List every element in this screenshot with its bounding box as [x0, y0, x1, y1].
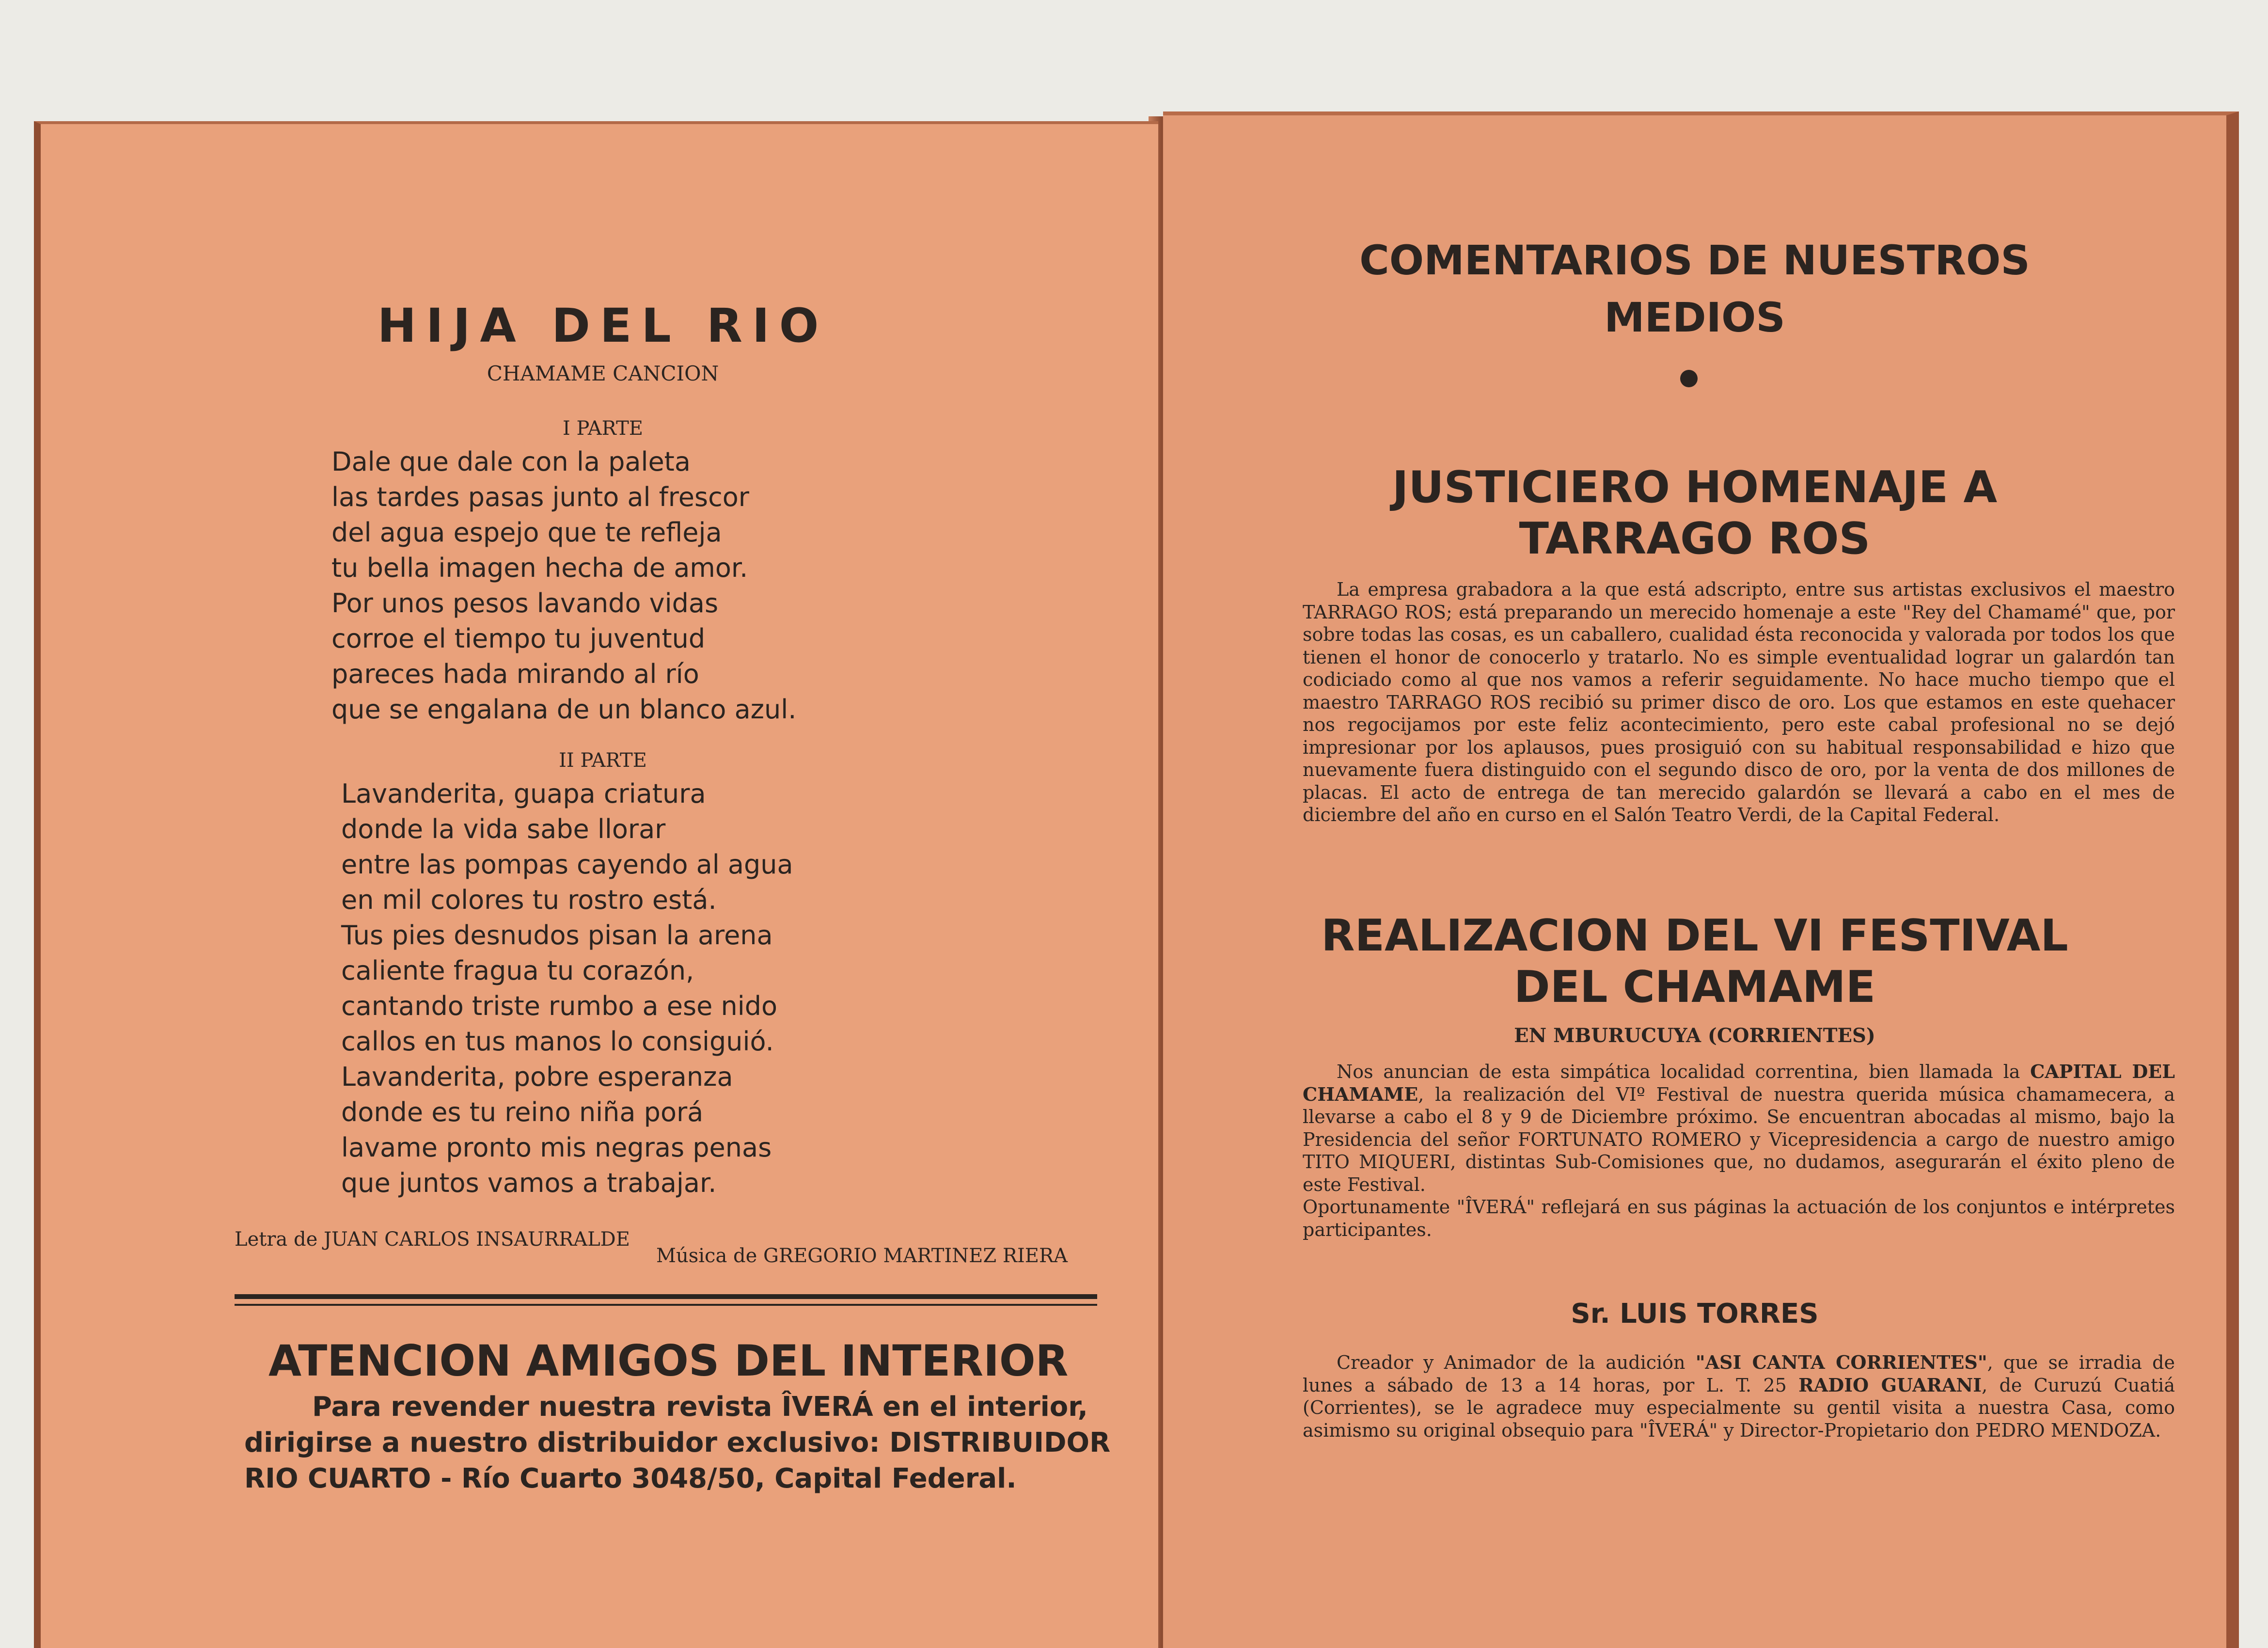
article2-body-text: Nos anuncian de esta simpática localidad correntina, bien llamada la [1337, 1061, 2031, 1082]
article3-body-bold: RADIO GUARANI [1798, 1374, 1982, 1396]
article2-heading [1163, 910, 2226, 1013]
verse-line: tu bella imagen hecha de amor. [331, 553, 748, 583]
article2-body-text: Oportunamente "ÎVERÁ" reflejará en sus páginas la actuación de los conjuntos e intérpretes participantes. [1303, 1196, 2175, 1240]
article-heading-line: JUSTICIERO HOMENAJE A [1392, 462, 1998, 513]
verse-line: Dale que dale con la paleta [331, 446, 691, 477]
verse-line: Lavanderita, guapa criatura [341, 778, 706, 809]
notice-title: ATENCION AMIGOS DEL INTERIOR [268, 1336, 1069, 1386]
bullet-dot [1680, 370, 1698, 387]
verse-line: las tardes pasas junto al frescor [331, 482, 749, 512]
article3-body [1303, 1351, 2175, 1442]
verse-line: Tus pies desnudos pisan la arena [341, 920, 773, 951]
part2-heading: II PARTE [559, 749, 647, 772]
article2-body-text: , la realización del VIº Festival de nuestra querida música chamamecera, a llevarse a cabo el 8 y 9 de Diciembre próximo. Se encuentran abocadas al mismo, bajo la Presidencia del señor FORTUNATO ROMERO y Vicepresidencia a cargo de nuestro amigo TITO MIQUERI, distintas Sub-Comisiones que, no dudamos, asegurarán el éxito pleno de este Festival. [1303, 1083, 2175, 1195]
verse-line: entre las pompas cayendo al agua [341, 849, 793, 880]
magazine-spread [34, 121, 2239, 1648]
verse-line: que se engalana de un blanco azul. [331, 694, 797, 725]
verse-line: Por unos pesos lavando vidas [331, 588, 719, 618]
verse-line: donde es tu reino niña porá [341, 1097, 704, 1127]
part2-verse [341, 776, 793, 1201]
article1-body: La empresa grabadora a la que está adscripto, entre sus artistas exclusivos el maestro TARRAGO ROS; está preparando un merecido homenaje a este "Rey del Chamamé" que, por sobre todas las cosas, es un caballero, cualidad ésta reconocida y valorada por todos los que tienen el honor de conocerlo y tratarlo. No es simple eventualidad lograr un galardón tan codiciado como al que nos vamos a referir seguidamente. No hace mucho tiempo que el maestro TARRAGO ROS recibió su primer disco de oro. Los que estamos en este quehacer nos regocijamos por este feliz acontecimiento, pero este cabal profesional no se dejó impresionar por los aplausos, pues prosiguió con su habitual responsabilidad e hizo que nuevamente fuera distinguido con el segundo disco de oro, por la venta de dos millones de placas. El acto de entrega de tan merecido galardón se llevará a cabo en el mes de diciembre del año en curso en el Salón Teatro Verdi, de la Capital Federal. [1303, 579, 2175, 825]
lyrics-credit: Letra de JUAN CARLOS INSAURRALDE [235, 1228, 630, 1251]
right-page [1163, 111, 2239, 1648]
part1-verse [331, 444, 796, 727]
notice-line: Para revender nuestra revista ÎVERÁ en el interior, [312, 1391, 1088, 1423]
divider-thin [235, 1304, 1097, 1306]
verse-line: callos en tus manos lo consiguió. [341, 1026, 774, 1057]
article3-body-bold: "ASI CANTA CORRIENTES" [1695, 1351, 1987, 1373]
verse-line: del agua espejo que te refleja [331, 517, 722, 548]
music-credit: Música de GREGORIO MARTINEZ RIERA [656, 1245, 1068, 1267]
article3-heading: Sr. LUIS TORRES [1571, 1298, 1819, 1330]
notice-line: RIO CUARTO - Río Cuarto 3048/50, Capital Federal. [244, 1463, 1017, 1494]
part1-heading: I PARTE [563, 417, 643, 440]
article3-body-text: , de Curuzú Cuatiá (Corrientes), se le agradece muy especialmente su gentil visita a nuestra Casa, como asimismo su original obsequio para "ÎVERÁ" y Director-Propietario don PEDRO MENDOZA. [1303, 1374, 2175, 1441]
notice-body [244, 1389, 1165, 1497]
verse-line: pareces hada mirando al río [331, 659, 699, 689]
verse-line: Lavanderita, pobre esperanza [341, 1062, 733, 1092]
article3-body-text: , que se irradia de lunes a sábado de 13 a 14 horas, por L. T. 25 [1303, 1352, 2175, 1396]
verse-line: que juntos vamos a trabajar. [341, 1168, 717, 1198]
verse-line: en mil colores tu rostro está. [341, 885, 717, 915]
article2-body-bold: CAPITAL DEL CHAMAME [1303, 1061, 2175, 1105]
verse-line: corroe el tiempo tu juventud [331, 623, 706, 654]
section-title-line: COMENTARIOS DE NUESTROS [1359, 237, 2030, 284]
article-heading-line: DEL CHAMAME [1513, 962, 1876, 1013]
verse-line: donde la vida sabe llorar [341, 814, 666, 844]
divider-thick [235, 1294, 1097, 1299]
article-heading-line: REALIZACION DEL VI FESTIVAL [1321, 910, 2068, 961]
verse-line: cantando triste rumbo a ese nido [341, 991, 778, 1021]
article2-subheading: EN MBURUCUYA (CORRIENTES) [1514, 1024, 1875, 1047]
article-heading-line: TARRAGO ROS [1519, 513, 1871, 564]
song-title: HIJA DEL RIO [377, 299, 829, 353]
section-title [1163, 232, 2226, 346]
song-subtitle: CHAMAME CANCION [487, 362, 719, 385]
article3-body-text: Creador y Animador de la audición [1337, 1352, 1696, 1373]
verse-line: lavame pronto mis negras penas [341, 1132, 772, 1163]
left-page [34, 121, 1158, 1648]
article2-body [1303, 1061, 2175, 1241]
verse-line: caliente fragua tu corazón, [341, 955, 694, 986]
article1-heading [1163, 462, 2226, 565]
notice-line: dirigirse a nuestro distribuidor exclusivo: DISTRIBUIDOR [244, 1427, 1111, 1458]
section-title-line: MEDIOS [1604, 294, 1785, 341]
